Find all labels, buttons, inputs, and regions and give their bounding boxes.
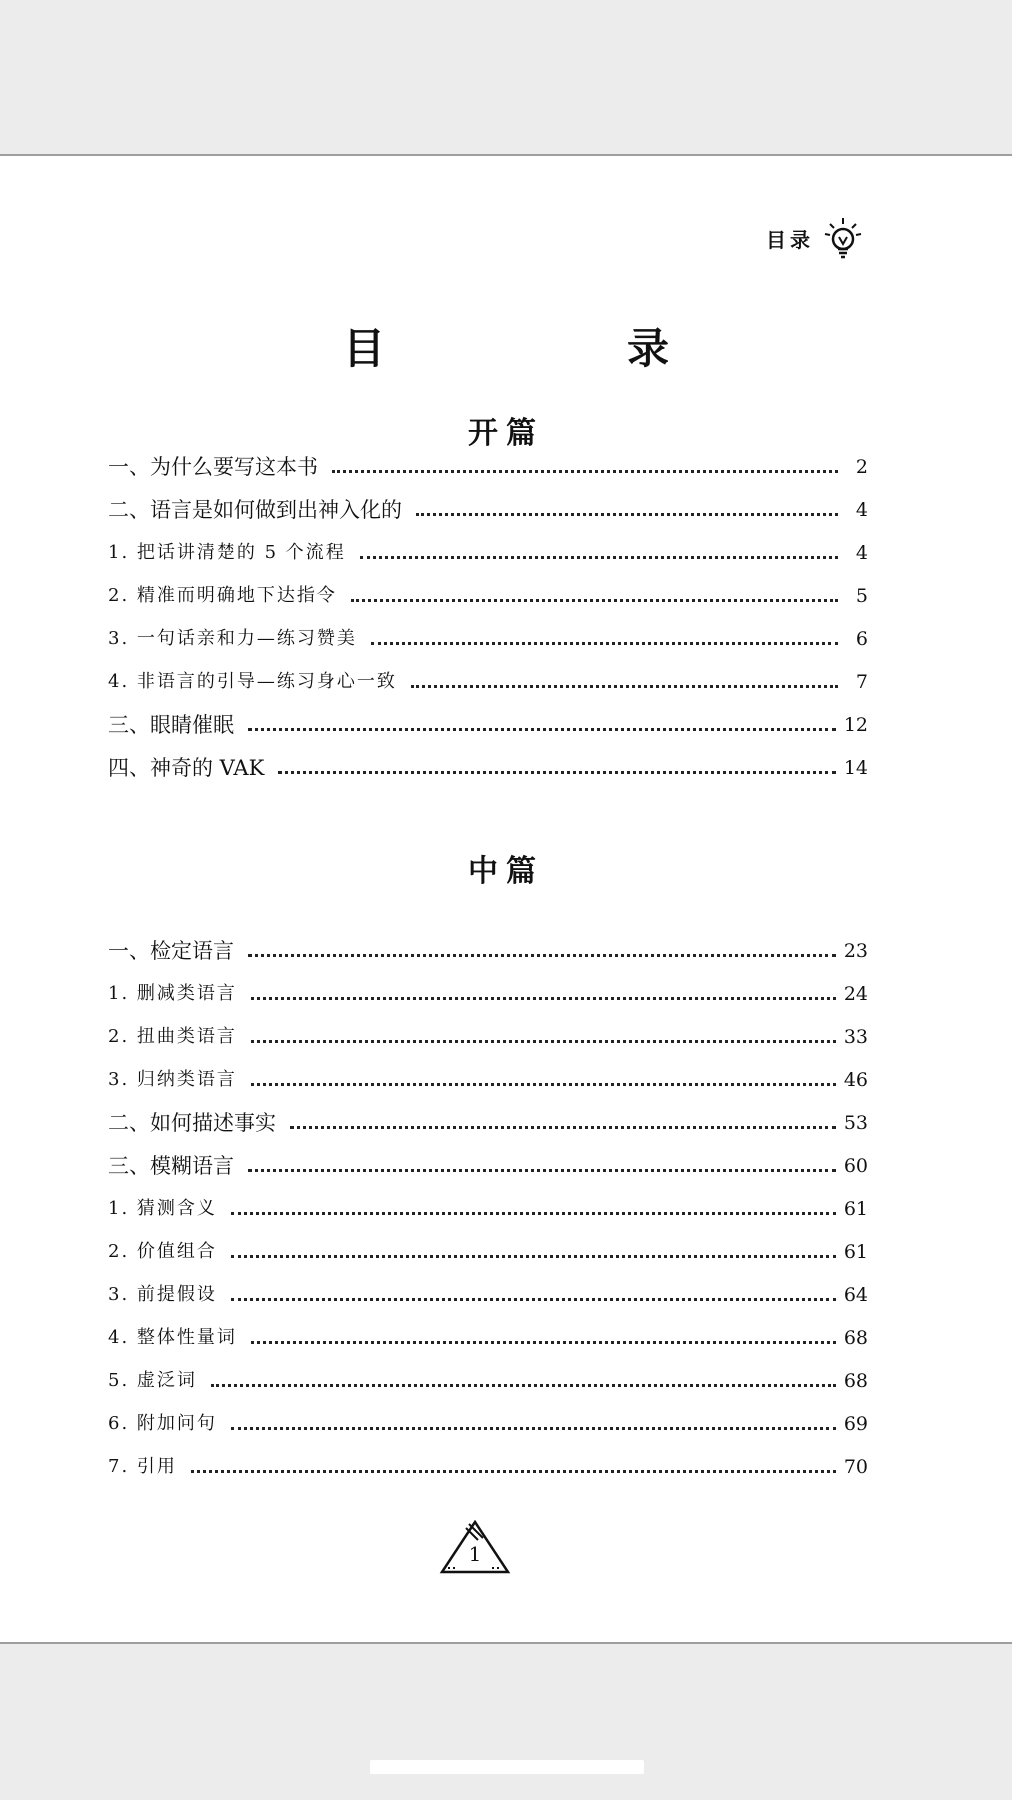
toc-entry-page: 69: [843, 1413, 868, 1435]
toc-entry-page: 61: [843, 1241, 868, 1263]
toc-entry-label: 一、为什么要写这本书: [108, 455, 318, 479]
toc-entry-label: 1. 把话讲清楚的 5 个流程: [108, 542, 346, 563]
toc-entry-label: 3. 前提假设: [108, 1284, 217, 1305]
dot-leader: [278, 771, 836, 774]
running-head-text: 目录: [766, 227, 814, 252]
dot-leader: [248, 1169, 836, 1172]
toc-entry-page: 68: [843, 1370, 868, 1392]
dot-leader: [371, 642, 838, 645]
toc-entry-label: 5. 虚泛词: [108, 1370, 197, 1391]
toc-entry-page: 7: [855, 671, 868, 693]
running-head: [766, 216, 862, 260]
toc-entry[interactable]: [108, 1180, 868, 1223]
toc-entry[interactable]: [108, 1266, 868, 1309]
toc-entry-label: 4. 整体性量词: [108, 1327, 237, 1348]
toc-entry-page: 68: [843, 1327, 868, 1349]
page-title: 目 录: [342, 324, 769, 373]
section-title-kaipian: 开篇: [468, 416, 544, 451]
dot-leader: [211, 1384, 836, 1387]
toc-entry[interactable]: [108, 1094, 868, 1137]
toc-entry-label: 三、眼睛催眠: [108, 713, 234, 737]
dot-leader: [231, 1298, 836, 1301]
toc-entry[interactable]: [108, 438, 868, 481]
toc-entry-page: 33: [843, 1026, 868, 1048]
toc-entry-page: 5: [855, 585, 868, 607]
toc-entry[interactable]: [108, 653, 868, 696]
toc-entry-label: 一、检定语言: [108, 939, 234, 963]
toc-entry[interactable]: [108, 1223, 868, 1266]
toc-entry-label: 1. 删减类语言: [108, 983, 237, 1004]
toc-section-kaipian: [108, 438, 868, 782]
toc-entry-label: 2. 价值组合: [108, 1241, 217, 1262]
dot-leader: [248, 728, 836, 731]
dot-leader: [251, 1341, 836, 1344]
toc-entry-label: 四、神奇的 VAK: [108, 756, 265, 780]
toc-entry[interactable]: [108, 481, 868, 524]
toc-entry-label: 3. 归纳类语言: [108, 1069, 237, 1090]
toc-entry-page: 4: [855, 542, 868, 564]
toc-entry[interactable]: [108, 1352, 868, 1395]
toc-entry-page: 46: [843, 1069, 868, 1091]
dot-leader: [360, 556, 838, 559]
toc-entry-label: 二、如何描述事实: [108, 1111, 276, 1135]
book-page: [0, 154, 1012, 1644]
toc-entry-page: 61: [843, 1198, 868, 1220]
toc-entry[interactable]: [108, 1395, 868, 1438]
dot-leader: [416, 513, 838, 516]
toc-entry-page: 64: [843, 1284, 868, 1306]
home-indicator-bar[interactable]: [370, 1760, 644, 1774]
dot-leader: [248, 954, 836, 957]
toc-entry-page: 23: [843, 940, 868, 962]
toc-entry[interactable]: [108, 739, 868, 782]
dot-leader: [231, 1255, 836, 1258]
toc-entry[interactable]: [108, 1051, 868, 1094]
section-title-zhongpian: 中篇: [468, 854, 544, 889]
toc-entry[interactable]: [108, 567, 868, 610]
toc-entry[interactable]: [108, 1008, 868, 1051]
toc-entry[interactable]: [108, 610, 868, 653]
toc-entry[interactable]: [108, 965, 868, 1008]
toc-entry-label: 3. 一句话亲和力—练习赞美: [108, 628, 357, 649]
toc-entry-page: 2: [855, 456, 868, 478]
toc-entry[interactable]: [108, 922, 868, 965]
toc-entry[interactable]: [108, 1309, 868, 1352]
toc-entry-label: 三、模糊语言: [108, 1154, 234, 1178]
toc-entry-page: 53: [843, 1112, 868, 1134]
toc-entry-label: 6. 附加问句: [108, 1413, 217, 1434]
toc-entry-label: 2. 精准而明确地下达指令: [108, 585, 337, 606]
dot-leader: [231, 1427, 836, 1430]
toc-entry-page: 14: [843, 757, 868, 779]
toc-entry[interactable]: [108, 696, 868, 739]
toc-entry-page: 24: [843, 983, 868, 1005]
dot-leader: [411, 685, 838, 688]
toc-entry-label: 7. 引用: [108, 1456, 177, 1477]
dot-leader: [351, 599, 838, 602]
dot-leader: [290, 1126, 836, 1129]
toc-entry-label: 2. 扭曲类语言: [108, 1026, 237, 1047]
toc-entry-label: 1. 猜测含义: [108, 1198, 217, 1219]
toc-entry-label: 4. 非语言的引导—练习身心一致: [108, 671, 397, 692]
toc-entry[interactable]: [108, 524, 868, 567]
lightbulb-icon: [824, 216, 862, 260]
toc-entry-label: 二、语言是如何做到出神入化的: [108, 498, 402, 522]
dot-leader: [231, 1212, 836, 1215]
toc-entry-page: 12: [843, 714, 868, 736]
page-number: 1: [468, 1542, 482, 1566]
toc-entry-page: 4: [855, 499, 868, 521]
dot-leader: [191, 1470, 836, 1473]
dot-leader: [332, 470, 838, 473]
toc-entry-page: 60: [843, 1155, 868, 1177]
dot-leader: [251, 1083, 836, 1086]
toc-entry[interactable]: [108, 1137, 868, 1180]
toc-entry-page: 70: [843, 1456, 868, 1478]
toc-entry[interactable]: [108, 1438, 868, 1481]
dot-leader: [251, 997, 836, 1000]
toc-entry-page: 6: [855, 628, 868, 650]
toc-section-zhongpian: [108, 922, 868, 1481]
dot-leader: [251, 1040, 836, 1043]
